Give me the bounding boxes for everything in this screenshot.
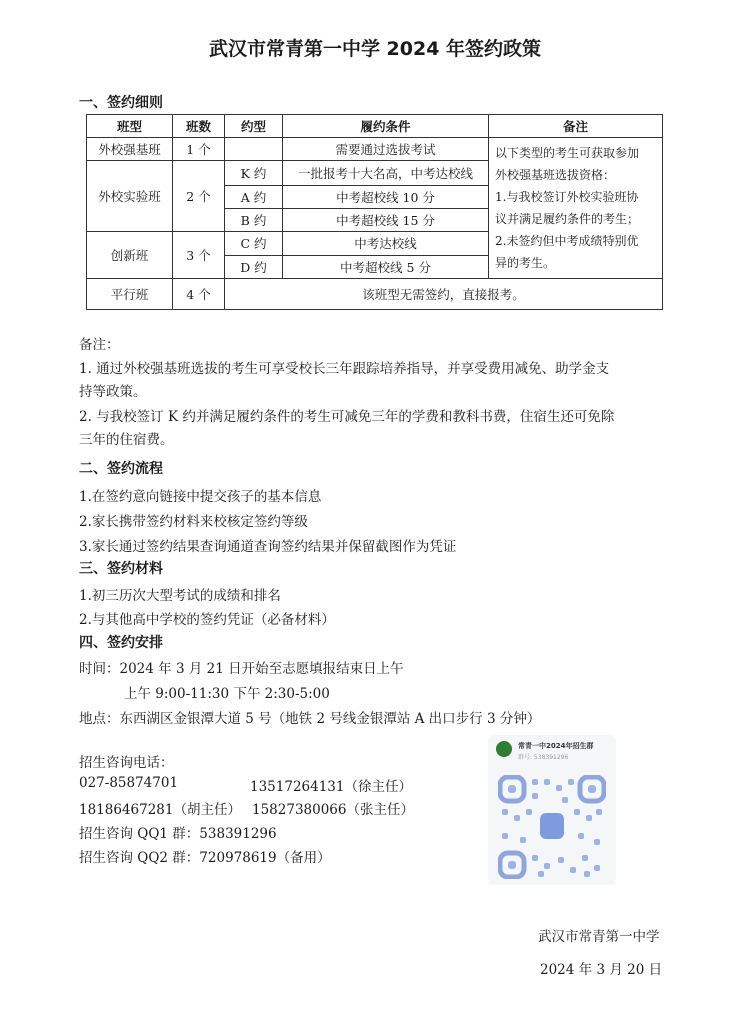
section-heading-materials: 三、签约材料 — [79, 561, 163, 577]
table-header-row — [87, 115, 663, 138]
section-heading-schedule: 四、签约安排 — [79, 635, 163, 651]
cell: 该班型无需签约，直接报考。 — [225, 279, 663, 310]
note-cell — [489, 138, 663, 279]
contact-label: 招生咨询电话： — [79, 755, 174, 771]
footer-date: 2024 年 3 月 20 日 — [540, 962, 663, 978]
schedule-time: 时间：2024 年 3 月 21 日开始至志愿填报结束日上午 — [79, 661, 404, 677]
note-line: 以下类型的考生可获取参加 — [495, 146, 640, 160]
cell: 1 个 — [173, 138, 225, 161]
cell: 中考超校线 10 分 — [283, 185, 489, 208]
schedule-hours: 上午 9:00-11:30 下午 2:30-5:00 — [124, 686, 330, 702]
col-header: 履约条件 — [283, 115, 489, 138]
cell: 外校强基班 — [87, 138, 173, 161]
note-line: 议并满足履约条件的考生； — [495, 212, 640, 226]
list-item: 2.与其他高中学校的签约凭证（必备材料） — [79, 612, 335, 628]
col-header: 班数 — [173, 115, 225, 138]
list-item: 3.家长通过签约结果查询通道查询签约结果并保留截图作为凭证 — [79, 539, 457, 555]
qr-group-number: 群号: 538391296 — [518, 754, 569, 761]
cell: 需要通过选拔考试 — [283, 138, 489, 161]
policy-table — [86, 114, 663, 310]
col-header: 约型 — [225, 115, 283, 138]
cell: 平行班 — [87, 279, 173, 310]
col-header: 班型 — [87, 115, 173, 138]
list-item: 1.在签约意向链接中提交孩子的基本信息 — [79, 489, 322, 505]
qr-card — [488, 735, 616, 885]
cell — [225, 138, 283, 161]
page-title: 武汉市常青第一中学 2024 年签约政策 — [208, 38, 542, 60]
phone-number: 13517264131（徐主任） — [250, 779, 412, 795]
note-line: 异的考生。 — [495, 256, 556, 270]
cell: 外校实验班 — [87, 161, 173, 232]
note-line: 外校强基班选拔资格： — [495, 168, 616, 182]
school-logo-icon — [496, 741, 512, 757]
qq-group-2: 招生咨询 QQ2 群：720978619（备用） — [79, 850, 331, 866]
cell: 一批报考十大名高，中考达校线 — [283, 161, 489, 186]
note-line: 1.与我校签订外校实验班协 — [495, 190, 639, 204]
cell: B 约 — [225, 208, 283, 231]
phone-number: 18186467281（胡主任） — [79, 802, 241, 818]
cell: 创新班 — [87, 231, 173, 279]
cell: 3 个 — [173, 231, 225, 279]
list-item: 2.家长携带签约材料来校核定签约等级 — [79, 514, 308, 530]
remarks-label: 备注： — [79, 337, 120, 353]
col-header: 备注 — [489, 115, 663, 138]
remark-line: 持等政策。 — [79, 384, 147, 400]
cell: 2 个 — [173, 161, 225, 232]
cell: 中考超校线 5 分 — [283, 256, 489, 279]
remark-line: 2. 与我校签订 K 约并满足履约条件的考生可减免三年的学费和教科书费，住宿生还可免除 — [79, 409, 615, 425]
section-heading-process: 二、签约流程 — [79, 461, 163, 477]
remark-line: 三年的住宿费。 — [79, 432, 174, 448]
cell: C 约 — [225, 231, 283, 256]
cell: D 约 — [225, 256, 283, 279]
phone-number: 027-85874701 — [79, 775, 179, 791]
cell: 中考超校线 15 分 — [283, 208, 489, 231]
schedule-place: 地点：东西湖区金银潭大道 5 号（地铁 2 号线金银潭站 A 出口步行 3 分钟） — [79, 711, 541, 727]
cell: A 约 — [225, 185, 283, 208]
cell: 4 个 — [173, 279, 225, 310]
footer-school: 武汉市常青第一中学 — [538, 929, 660, 945]
qq-group-1: 招生咨询 QQ1 群：538391296 — [79, 826, 277, 842]
cell: 中考达校线 — [283, 231, 489, 256]
section-heading-rules: 一、签约细则 — [79, 95, 163, 111]
note-line: 2.未签约但中考成绩特别优 — [495, 234, 639, 248]
cell: K 约 — [225, 161, 283, 186]
list-item: 1.初三历次大型考试的成绩和排名 — [79, 588, 281, 604]
phone-number: 15827380066（张主任） — [252, 802, 414, 818]
qr-group-name: 常青一中2024年招生群 — [518, 742, 594, 750]
qr-code-icon — [498, 775, 606, 879]
table-row — [87, 279, 663, 310]
table-row — [87, 138, 663, 161]
remark-line: 1. 通过外校强基班选拔的考生可享受校长三年跟踪培养指导，并享受费用减免、助学金支 — [79, 361, 610, 377]
